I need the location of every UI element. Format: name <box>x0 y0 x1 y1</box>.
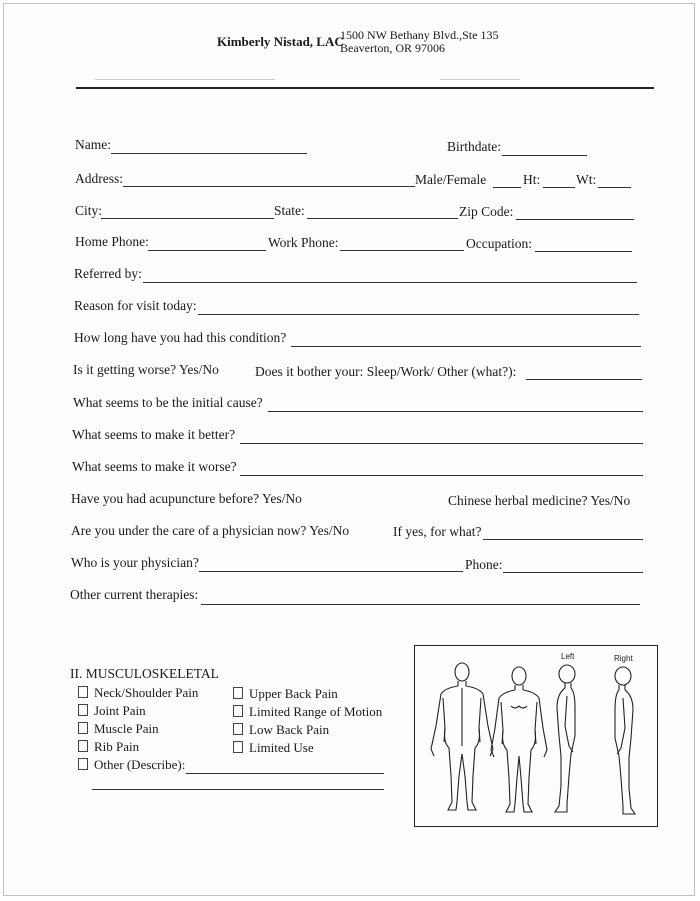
checkbox-label: Low Back Pain <box>249 722 330 737</box>
acupuncture-label: Have you had acupuncture before? Yes/No <box>71 491 302 506</box>
checkbox-other[interactable] <box>78 757 185 773</box>
city-label: City: <box>75 203 103 218</box>
right-side-label: Right <box>614 654 633 663</box>
checkbox-label: Neck/Shoulder Pain <box>94 685 199 700</box>
if-yes-label: If yes, for what? <box>393 524 482 539</box>
bother-label: Does it bother your: Sleep/Work/ Other (what?): <box>255 364 517 379</box>
work-phone-label: Work Phone: <box>268 235 339 250</box>
figure-right-side-view <box>615 667 635 814</box>
how-long-field[interactable] <box>291 346 641 347</box>
checkbox-neck-shoulder[interactable] <box>78 685 198 701</box>
occupation-field[interactable] <box>535 251 632 252</box>
other-therapies-label: Other current therapies: <box>70 587 199 602</box>
bother-field[interactable] <box>526 379 642 380</box>
state-field[interactable] <box>307 218 458 219</box>
checkbox-muscle-pain[interactable] <box>78 721 159 737</box>
left-side-label: Left <box>561 652 575 661</box>
checkbox-label: Other (Describe): <box>94 757 186 772</box>
checkbox-rib-pain[interactable] <box>78 739 139 755</box>
phone-label: Phone: <box>465 557 503 572</box>
musculoskeletal-heading: II. MUSCULOSKELETAL <box>70 666 219 681</box>
other-therapies-field[interactable] <box>201 604 640 605</box>
herbal-label: Chinese herbal medicine? Yes/No <box>448 493 631 508</box>
occupation-label: Occupation: <box>466 236 532 251</box>
figure-left-side-view <box>555 665 575 812</box>
zip-label: Zip Code: <box>459 204 514 219</box>
checkbox-label: Limited Use <box>249 740 314 755</box>
height-label: Ht: <box>523 172 541 187</box>
worse-label: What seems to make it worse? <box>72 459 237 474</box>
state-label: State: <box>274 203 305 218</box>
better-label: What seems to make it better? <box>72 427 236 442</box>
checkbox-icon[interactable] <box>78 686 88 698</box>
checkbox-label: Upper Back Pain <box>249 686 338 701</box>
weight-label: Wt: <box>576 172 597 187</box>
name-field[interactable] <box>111 153 307 154</box>
checkbox-joint-pain[interactable] <box>78 703 146 719</box>
work-phone-field[interactable] <box>340 250 464 251</box>
sex-field[interactable] <box>493 187 521 188</box>
physician-field[interactable] <box>199 571 463 572</box>
figure-front-view <box>491 667 547 812</box>
other-describe-field[interactable] <box>186 773 384 774</box>
initial-cause-field[interactable] <box>268 411 643 412</box>
faint-rule <box>95 79 275 80</box>
who-physician-label: Who is your physician? <box>71 555 199 570</box>
checkbox-icon[interactable] <box>233 741 243 753</box>
checkbox-label: Muscle Pain <box>94 721 159 736</box>
checkbox-label: Rib Pain <box>94 739 140 754</box>
checkbox-limited-rom[interactable] <box>233 704 382 720</box>
checkbox-icon[interactable] <box>233 687 243 699</box>
name-label: Name: <box>75 137 111 152</box>
checkbox-low-back[interactable] <box>233 722 329 738</box>
other-describe-field-2[interactable] <box>92 789 384 790</box>
home-phone-field[interactable] <box>148 250 266 251</box>
checkbox-label: Joint Pain <box>94 703 146 718</box>
initial-cause-label: What seems to be the initial cause? <box>73 395 263 410</box>
faint-rule <box>440 79 520 80</box>
checkbox-icon[interactable] <box>78 758 88 770</box>
if-yes-field[interactable] <box>483 539 643 540</box>
reason-field[interactable] <box>198 314 639 315</box>
zip-field[interactable] <box>516 219 634 220</box>
address-line-2: Beaverton, OR 97006 <box>340 41 445 55</box>
checkbox-icon[interactable] <box>78 704 88 716</box>
checkbox-limited-use[interactable] <box>233 740 314 756</box>
worse-field[interactable] <box>240 475 643 476</box>
birthdate-label: Birthdate: <box>447 139 501 154</box>
body-figures <box>415 646 657 826</box>
getting-worse-label: Is it getting worse? Yes/No <box>73 362 219 377</box>
city-field[interactable] <box>101 218 274 219</box>
how-long-label: How long have you had this condition? <box>74 330 287 345</box>
checkbox-icon[interactable] <box>78 740 88 752</box>
checkbox-icon[interactable] <box>78 722 88 734</box>
height-field[interactable] <box>543 187 575 188</box>
checkbox-upper-back[interactable] <box>233 686 338 702</box>
practitioner-name: Kimberly Nistad, LAC <box>217 34 344 49</box>
referred-by-field[interactable] <box>143 282 637 283</box>
reason-label: Reason for visit today: <box>74 298 197 313</box>
checkbox-icon[interactable] <box>233 705 243 717</box>
better-field[interactable] <box>240 443 643 444</box>
phone-field[interactable] <box>503 572 643 573</box>
header-rule <box>76 87 654 89</box>
birthdate-field[interactable] <box>502 155 587 156</box>
home-phone-label: Home Phone: <box>75 234 149 249</box>
weight-field[interactable] <box>598 187 631 188</box>
checkbox-label: Limited Range of Motion <box>249 704 383 719</box>
body-chart[interactable] <box>414 645 658 827</box>
sex-label: Male/Female <box>415 172 487 187</box>
address-label: Address: <box>75 171 123 186</box>
physician-care-label: Are you under the care of a physician now? Yes/No <box>71 523 350 538</box>
figure-back-view <box>431 663 493 810</box>
checkbox-icon[interactable] <box>233 723 243 735</box>
referred-by-label: Referred by: <box>74 266 142 281</box>
address-field[interactable] <box>123 186 415 187</box>
address-line-1: 1500 NW Bethany Blvd.,Ste 135 <box>340 28 499 42</box>
